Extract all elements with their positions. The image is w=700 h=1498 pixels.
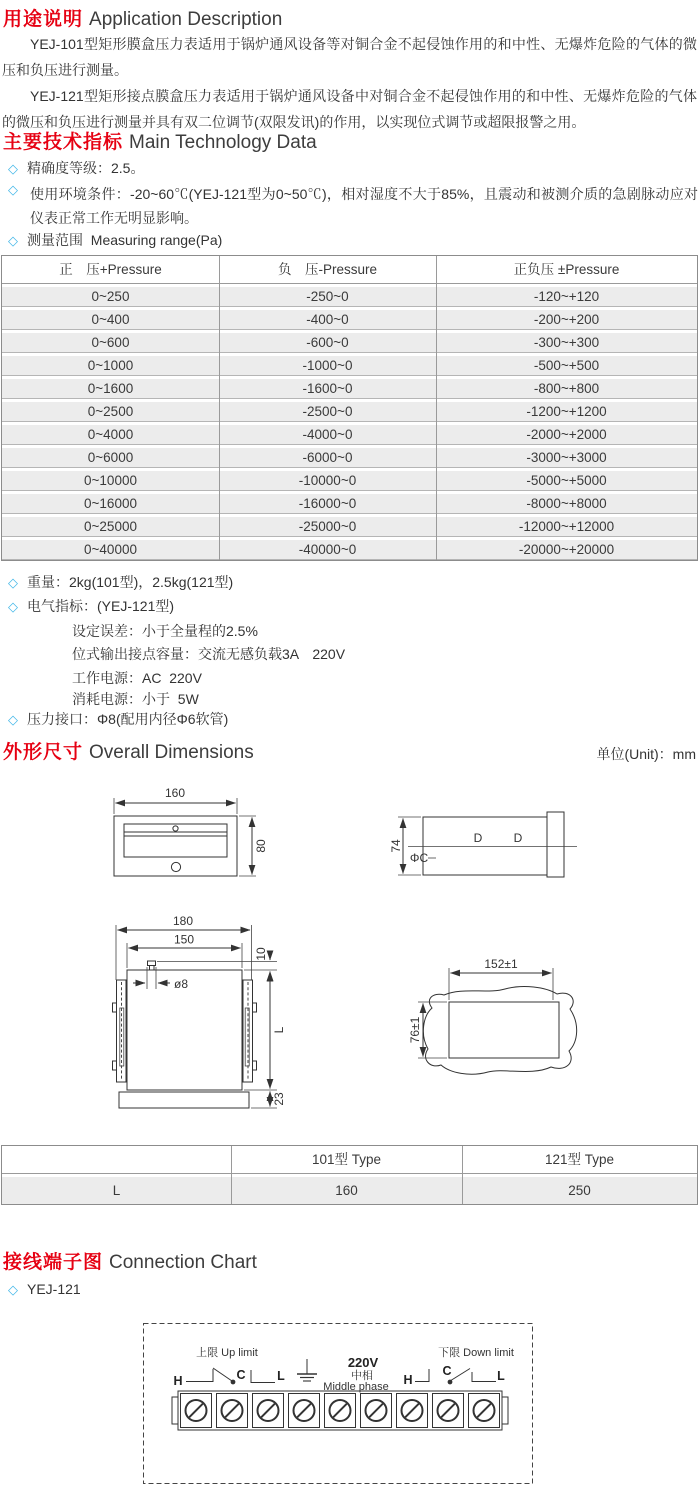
header-positive-pressure: 正 压+Pressure [59,262,162,277]
table-row [2,445,697,468]
cell-l-121: 250 [568,1183,591,1198]
section-title-en: Application Description [89,9,283,30]
base-outline [119,1092,249,1108]
electric-item: 设定误差：小于全量程的2.5% [72,623,258,639]
l-dimension-table [1,1145,698,1205]
cell: 0~40000 [84,542,137,557]
cell: 0~1600 [87,381,134,396]
dim-base-height: 23 [272,1092,286,1106]
cell: -600~0 [306,335,349,350]
cell: -1200~+1200 [526,404,607,419]
bullet-model [8,1281,81,1298]
column-divider [436,256,437,560]
section-title-tech [3,127,317,154]
diamond-icon: ◇ [8,233,18,248]
section-title-en: Overall Dimensions [89,742,254,763]
panel-cutout-drawing [408,957,577,1074]
panel-blob-outline [423,987,576,1075]
front-view-drawing [114,786,268,876]
bullet-accuracy [8,158,144,178]
cell: -400~0 [306,312,349,327]
dim-front-width: 160 [164,786,186,800]
table-header-row [2,1146,697,1174]
bullet-text: 压力接口：Φ8(配用内径Φ6软管) [27,711,229,727]
screw-icon [173,826,178,831]
cell: -200~+200 [533,312,600,327]
table-row [2,514,697,537]
side-view-drawing [389,812,577,877]
screw-icon [171,862,180,871]
section-title-zh: 外形尺寸 [3,742,84,763]
diamond-icon: ◇ [8,161,18,176]
section-title-en: Connection Chart [109,1252,257,1273]
table-row [2,353,697,376]
label-middle-phase-zh: 中相 [351,1370,373,1382]
cell: -800~+800 [533,381,600,396]
cell: -40000~0 [298,542,357,557]
diamond-icon: ◇ [8,575,18,590]
terminal-label-l-right: L [497,1369,505,1383]
gauge-body-outline [423,817,547,875]
header-type-121: 121型 Type [544,1152,615,1167]
diamond-icon: ◇ [8,599,18,614]
cell: 0~6000 [87,450,134,465]
dim-hole: ø8 [174,977,189,991]
bullet-range [8,230,222,250]
bullet-environment [8,182,698,230]
section-title-application [3,4,282,31]
label-down-limit: 下限 Down limit [438,1347,514,1359]
label-phi-c: ΦC [409,851,429,865]
bullet-weight [8,572,233,592]
terminal-label-c-left: C [236,1368,246,1382]
dimension-drawings [0,780,700,1130]
label-up-limit: 上限 Up limit [196,1347,258,1359]
label-d2: D [513,831,523,845]
section-title-connection [3,1247,257,1274]
diamond-icon: ◇ [8,1282,18,1297]
terminal-label-h-right: H [403,1373,413,1387]
mounting-view-drawing [113,914,287,1108]
dim-side-height: 74 [389,839,403,853]
contact-dot [231,1380,236,1385]
column-divider [219,256,220,560]
table-row [2,330,697,353]
table-row [2,399,697,422]
earth-ground-icon [297,1359,317,1381]
terminal-label-l-left: L [277,1369,285,1383]
cell: -6000~0 [302,450,353,465]
cell: -1600~0 [302,381,353,396]
electric-item: 消耗电源：小于 5W [72,691,199,707]
label-middle-phase-en: Middle phase [323,1381,389,1393]
section-title-dimensions [3,737,254,764]
table-row [2,376,697,399]
cell: -2500~0 [302,404,353,419]
cell: -250~0 [306,289,349,304]
dim-outer-width: 180 [172,914,194,928]
cutout-rect [449,1002,559,1058]
cell: 0~10000 [84,473,137,488]
electric-item: 位式输出接点容量：交流无感负载3A 220V [72,646,346,662]
label-d1: D [473,831,483,845]
cell: 0~1000 [87,358,134,373]
cell: 0~4000 [87,427,134,442]
section-title-zh: 用途说明 [3,9,84,30]
bullet-text: 测量范围 Measuring range(Pa) [27,232,223,248]
cell: 0~16000 [84,496,137,511]
terminal-label-c-right: C [442,1364,452,1378]
terminal-label-h-left: H [173,1374,183,1388]
table-row [2,284,697,307]
column-divider [462,1146,463,1204]
bullet-text: 电气指标：(YEJ-121型) [27,598,175,614]
unit-label: 单位(Unit)：mm [596,746,696,762]
dim-length-L: L [272,1026,286,1034]
cell: -3000~+3000 [526,450,607,465]
gauge-flange-outline [547,812,564,877]
dim-cutout-width: 152±1 [484,957,518,971]
header-type-101: 101型 Type [311,1152,382,1167]
dim-inner-width: 150 [173,932,195,947]
section-title-zh: 接线端子图 [3,1252,104,1273]
table-row [2,307,697,330]
cell: -10000~0 [298,473,357,488]
bullet-text: YEJ-121 [27,1281,81,1297]
bullet-pressure-port [8,709,228,729]
cell: -2000~+2000 [526,427,607,442]
table-row [2,537,697,560]
table-row [2,491,697,514]
cell-l-101: 160 [335,1183,358,1198]
cell: 0~25000 [84,519,137,534]
diamond-icon: ◇ [8,712,18,727]
cell: -8000~+8000 [526,496,607,511]
electric-item: 工作电源：AC 220V [72,670,202,686]
cell: -4000~0 [302,427,353,442]
bullet-text: 使用环境条件：-20~60℃(YEJ-121型为0~50℃)，相对湿度不大于85%，且震动和被测介质的急剧脉动应对仪表正常工作无明显影响。 [30,186,698,226]
table-row [2,422,697,445]
table-row [2,1174,697,1204]
section-title-zh: 主要技术指标 [3,132,124,153]
cell: -16000~0 [298,496,357,511]
cell: -25000~0 [298,519,357,534]
gauge-case-outline [114,816,237,876]
cell-l-label: L [112,1183,121,1198]
measuring-range-table [1,255,698,561]
label-voltage: 220V [347,1355,379,1370]
cell: -5000~+5000 [526,473,607,488]
cell: 0~2500 [87,404,134,419]
column-divider [231,1146,232,1204]
table-header-row [2,256,697,284]
bullet-electric [8,596,174,616]
cell: -12000~+12000 [518,519,615,534]
terminal-diagram [0,1320,700,1498]
header-plusminus-pressure: 正负压 ±Pressure [513,262,620,277]
table-row [2,468,697,491]
dim-top-offset: 10 [254,947,268,961]
header-negative-pressure: 负 压-Pressure [277,262,377,277]
cell: 0~400 [91,312,130,327]
application-paragraph-2: YEJ-121型矩形接点膜盒压力表适用于锅炉通风设备中对铜合金不起侵蚀作用的和中性、无爆炸危险的气体的微压和负压进行测量并具有双二位调节(双限发讯)的作用，以实现位式调节或超限报警之用。 [2,88,697,130]
dim-front-height: 80 [254,839,268,853]
cell: -300~+300 [533,335,600,350]
diamond-icon: ◇ [8,182,18,197]
bullet-text: 重量：2kg(101型)，2.5kg(121型) [27,574,234,590]
cell: -20000~+20000 [518,542,615,557]
section-title-en: Main Technology Data [129,132,317,153]
terminal-strip [172,1391,508,1430]
cell: -500~+500 [533,358,600,373]
dim-cutout-height: 76±1 [408,1016,422,1044]
terminal-screws [186,1400,495,1421]
application-paragraph-1: YEJ-101型矩形膜盒压力表适用于锅炉通风设备等对铜合金不起侵蚀作用的和中性、无爆炸危险的气体的微压和负压进行测量。 [2,36,697,78]
cell: 0~600 [91,335,130,350]
cell: 0~250 [91,289,130,304]
header-blank [2,1146,231,1173]
bullet-text: 精确度等级：2.5。 [27,160,145,176]
cell: -120~+120 [533,289,600,304]
cell: -1000~0 [302,358,353,373]
